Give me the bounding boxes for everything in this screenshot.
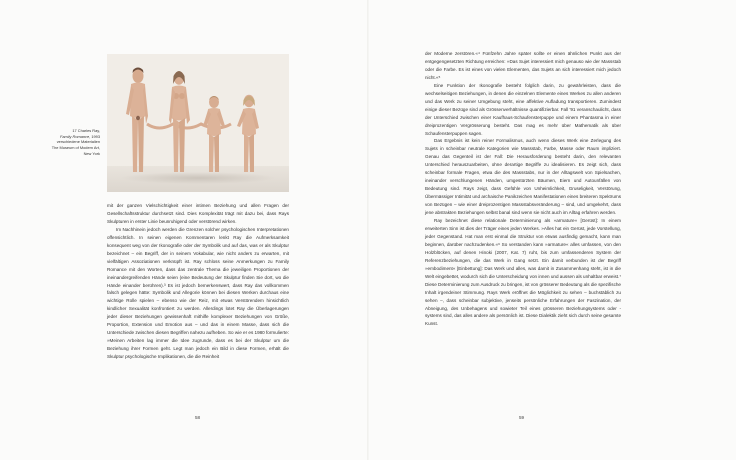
left-paragraph-1: mit der ganzen Vielschichtigkeit einer intimen Beziehung und allen Fragen der Gesellschaftsstruktur durchsetzt sind. Dies Komplexität trägt mit dazu bei, dass Rays Skulpturen in erster Linie beunruhigend oder verstörend wirken. [107, 203, 289, 224]
caption-location: New York [83, 150, 100, 156]
caption-material: verschiedene Materialien [56, 139, 100, 145]
page-gutter [367, 0, 369, 460]
page-number-left: 58 [195, 415, 201, 420]
page-number-right: 59 [519, 415, 525, 420]
caption-title: Family Romance, [59, 133, 91, 139]
right-page-body-text [425, 50, 621, 328]
caption-collection: The Museum of Modern Art, [51, 145, 100, 151]
caption-number: 17 [72, 128, 77, 133]
figure-caption [32, 128, 100, 157]
right-paragraph-3: Das Ergebnis ist kein reiner Formalismus, auch wenn dieses Werk eine Zerlegung des Sujets in scheinbar neutrale Kategorien wie Massstab, Farbe, Masse oder Raum impliziert. Genau das Gegenteil ist der Fall: Die Herausforderung besteht darin, den relevanten Unterschied herauszuarbeiten, ohne derartige Begriffe zu idealisieren. Es zeigt sich, dass scheinbar formale Fragen, etwa die des Massstabs, nur in der Alltagswelt von Spielsachen, ineinander verschlungenen Händen, umgestürzten Bäumen, Eiern und Autounfällen von Bedeutung sind. Rays zeigt, dass Gefühle von Unheimlichkeit, Gruseligkeit, Verstörung, Übermässiger Intimität und archaische Panikzeichen Manifestationen eines breiteren Spektrums von Bezügen – wie einer dreiprozentigen Massstabsveränderung – sind, und umgekehrt, dass jene abstrakten Beziehungen selbst banal sind wenn sie nicht auch im Alltag erfahren werden. [425, 138, 621, 216]
right-paragraph-1: der Moderne zerstören.«⁴ Fünfzehn Jahre später sollte er einen ähnlichen Punkt aus der entgegengesetzten Richtung erreichen: »Das Sujet interessiert mich genauso wie der Massstab oder die Farbe. Es ist eines von vielen Elementen, das Sujets an sich interessiert mich jedoch nicht.«⁵ [425, 51, 621, 80]
figures-illustration [107, 54, 289, 192]
caption-year: 1993 [91, 133, 100, 139]
right-paragraph-2: Eine Funktion der Ikonografie besteht folglich darin, zu gewährleisten, dass die wechselseitigen Beziehungen, in denen die einzelnen Elemente eines Werkes zu allen anderen und das Werk zu seiner Umgebung steht, eine affektive Aufladung transportieren. Zumindest einige dieser Bezüge sind als Grössenverhältnisse quantifizierbar. Fall '91 veranschaulicht, dass der Unterschied zwischen einer Kaufhaus-Schaufensterpuppe und einem Phantasma in einer dreiprozentigen Vergrösserung besteht. Das mag es mehr über Mathematik als über Schaufensterpuppen sagen. [425, 82, 621, 136]
artwork-photo-family-romance [107, 54, 289, 192]
caption-author: Charles Ray, [77, 128, 100, 133]
left-page-body-text [107, 202, 289, 361]
left-paragraph-2: Im Nachhinein jedoch werden die Grenzen solcher psychologischen Interpretationen offensichtlich. In seinen eigenen Kommentaren lenkt Ray die Aufmerksamkeit konsequent weg von der Ikonografie oder der Symbolik und auf das, was er als Skulptur bezeichnet – ein Begriff, der in seinem Vokabular, wie nicht anders zu erwarten, mit vielfältigen Assoziationen verknüpft ist. Ray schloss seine Anmerkungen zu Family Romance mit den Worten, dass das zentrale Thema die jeweiligen Proportionen der ineinandergreifenden Hände seien (eine Bedeutung der Skulptur finden Sie dort, wo die Hände einander berühren).³ Es ist jedoch bemerkenswert, dass Ray das vollkommen falsch gelegen hätte: Symbolik und Allegorie können bei diesen Werken durchaus eine wichtige Rolle spielen – ebenso wie der Reiz, mit etwas Verstörendem hinsichtlich kindlicher Sexualität konfrontiert zu werden. Allerdings lotet Ray die Überlagerungen jeder dieser Beziehungen gewissenhaft mithilfe komplexer Beziehungen von Größe, Proportion, Extension und Emotion aus – und das in einem Masse, dass sich die Unterschiede zwischen diesen Begriffen nahezu aufheben. So wie er es 1980 formulierte: »Meinen Arbeiten lag immer die Idee zugrunde, dass es bei der Skulptur um die Beziehung ihrer Formen geht. Legt man jedoch ein Bild in diese Formen, erhält die Skulptur psychologische Implikationen, die die Reinheit [107, 226, 289, 360]
right-paragraph-4: Ray bezeichnet diese relationale Determinierung als »armature« [Gerüst]: In einem erweiterten Sinn ist dies der Träger eines jeden Werkes. »Alles hat ein Gerüst, jede Vorstellung, jeder Gegenstand. Hat man erst einmal die Struktur von etwas ausfindig gemacht, kann man beginnen, darüber nachzudenken.«⁶ So verstanden kann »armature« alles umfassen, von den Holzblöcken, auf denen Hinoki (2007, Kat. 7) ruht, bis zum umfassenderen System der Referenzbeziehungen, die das Werk in Gang setzt. Ein damit verbunden ist der Begriff »embodiment« [Einbettung]: Das Werk und alles, was damit in Zusammenhang steht, ist in die Welt eingebettet, wodurch sich die Unterscheidung von innen und aussen als unhaltbar erweist.⁷ Diese Determinierung zum Ausdruck zu bringen, ist von grösserer Bedeutung als die spezifische Inhalt irgendeiner Stimmung. Rays Werk eröffnet die Möglichkeit zu sehen – buchstäblich zu sehen –, dass scheinbar subjektive, jenseits persönliche Erfahrungen der Faszination, der Abneigung, des Unbehagens und sowieter Teil eines grösseren Beziehungsystems oder -systems sind, das alles andere als persönlich ist. Diese Dialektik zieht sich durch seine gesamte Kunst. [425, 218, 621, 327]
